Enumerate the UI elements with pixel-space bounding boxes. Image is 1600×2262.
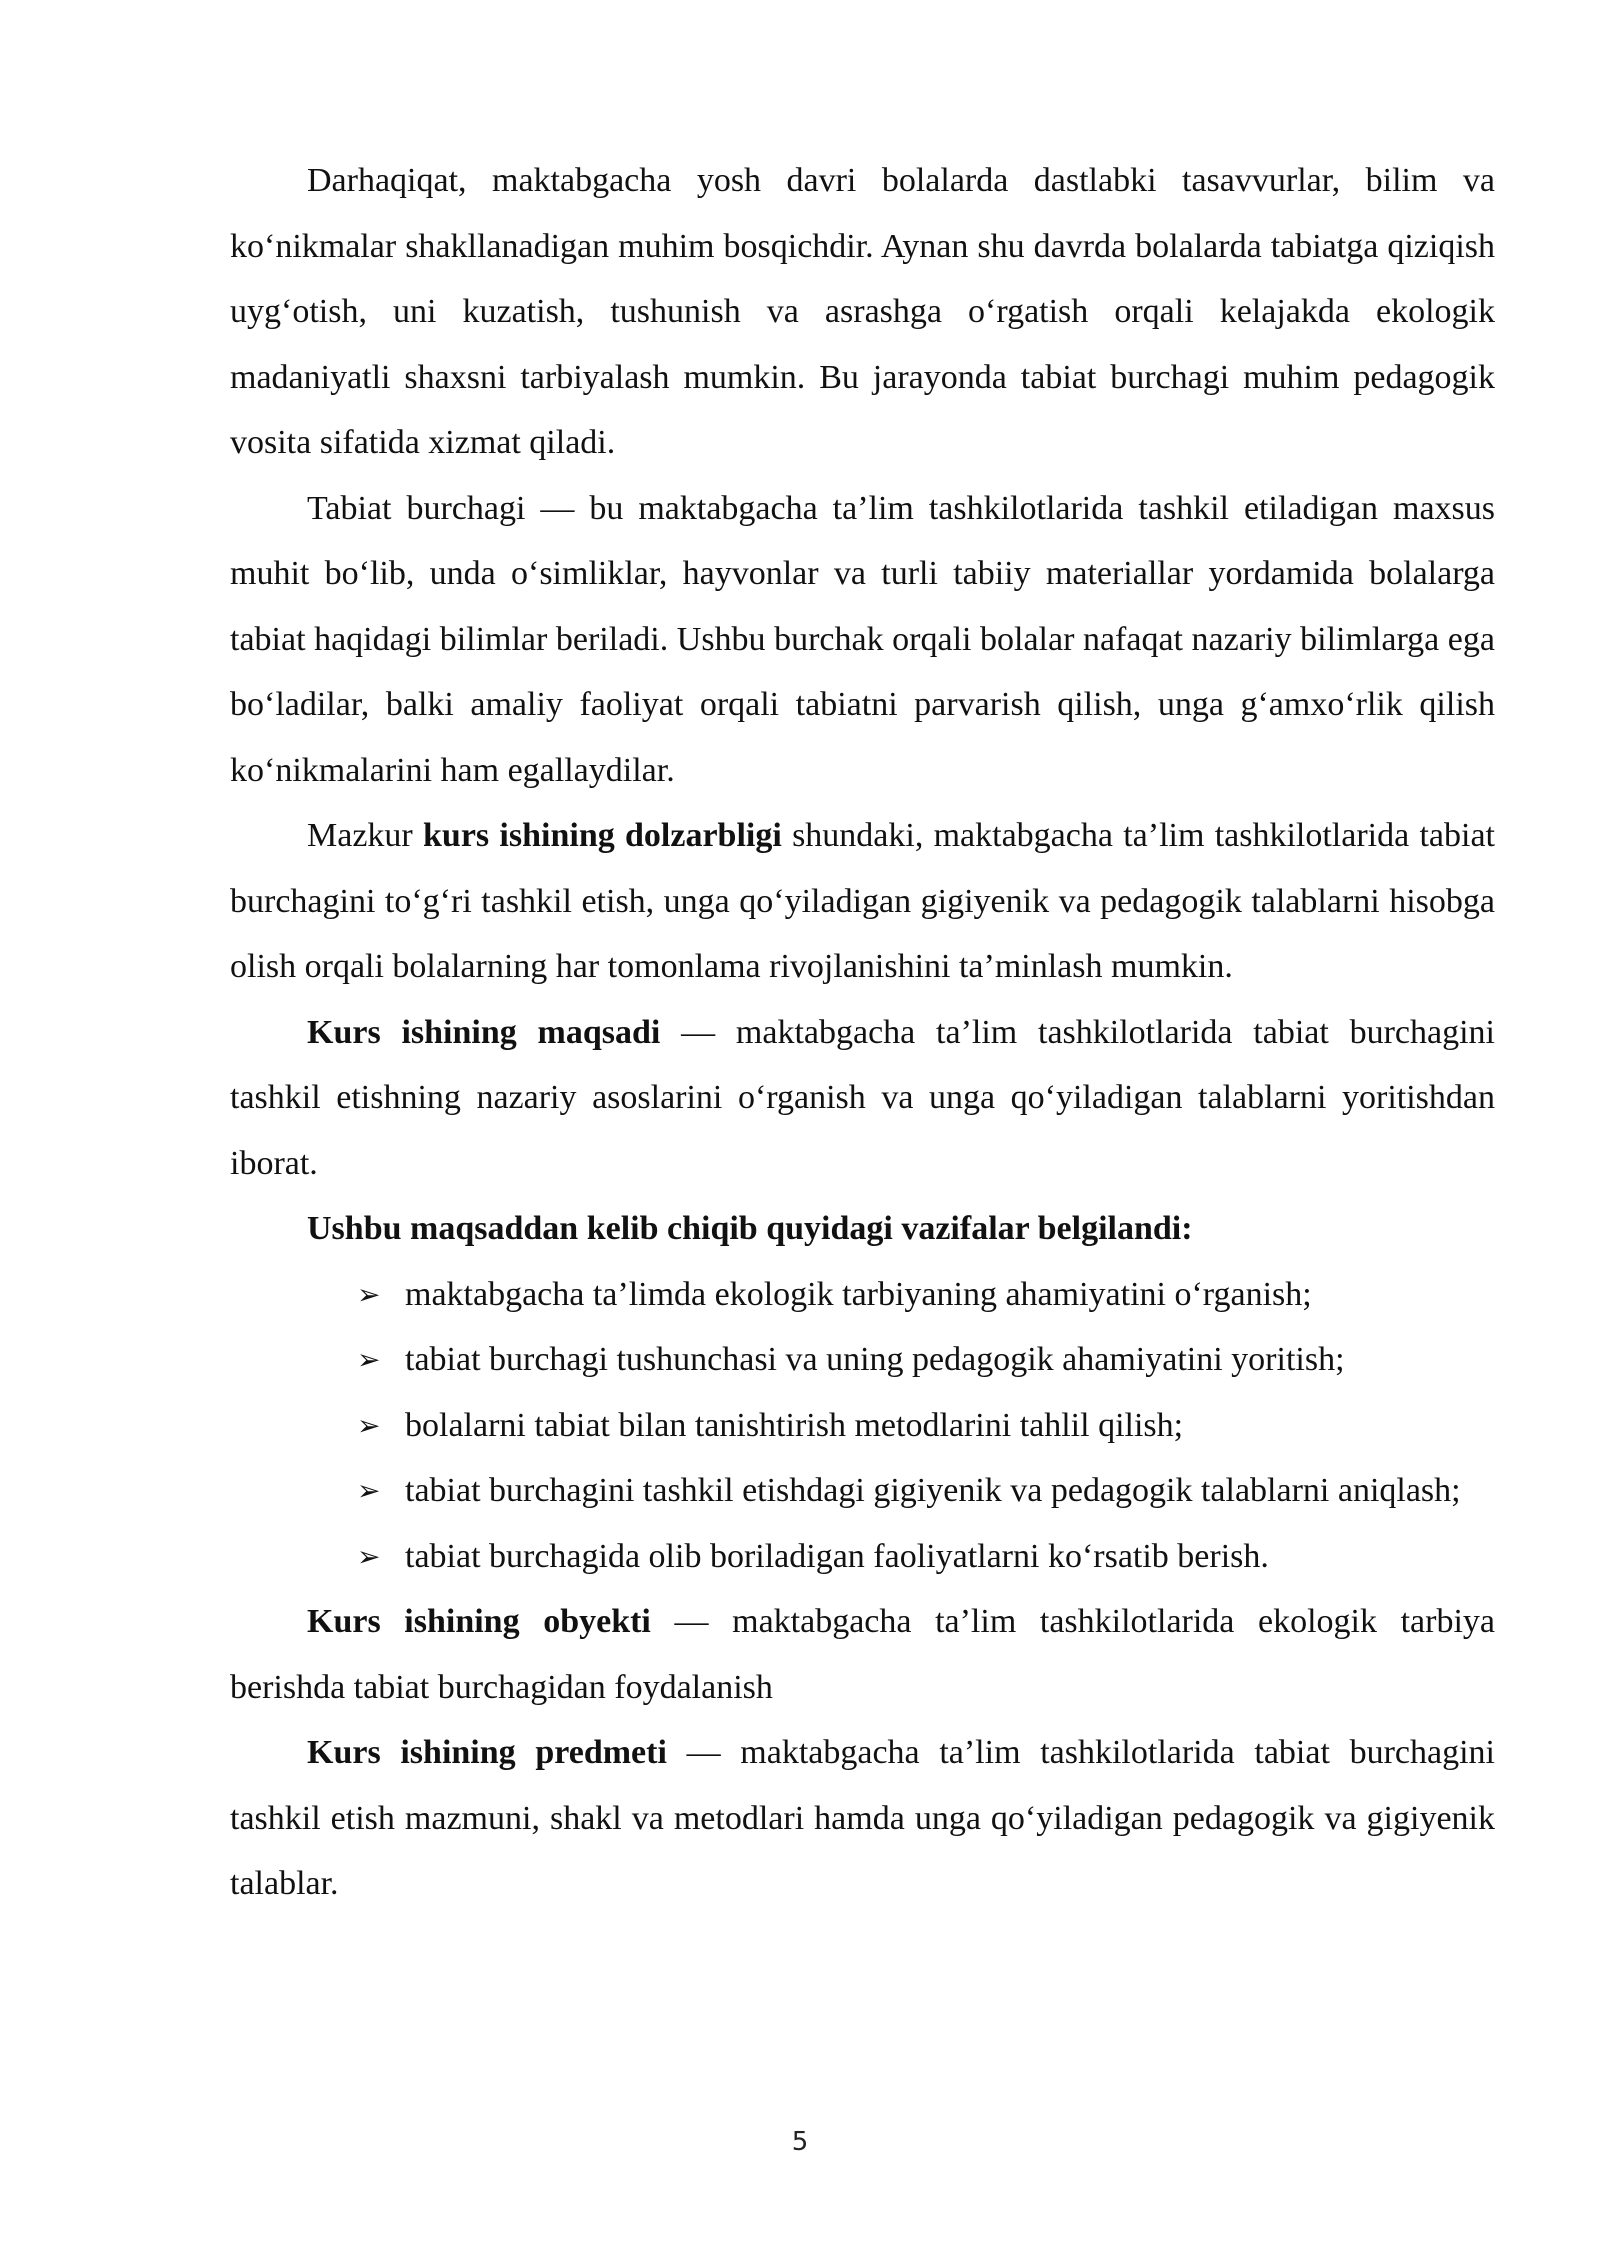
term-dolzarbligi: kurs ishining dolzarbligi	[423, 817, 782, 854]
term-maqsadi: Kurs ishining maqsadi	[307, 1013, 661, 1051]
list-item	[357, 1458, 1495, 1524]
paragraph-obyekti-text: — maktabgacha ta’lim tashkilotlarida ekologik tarbiya berishda tabiat burchagidan foydalanish	[230, 1603, 1495, 1706]
task-text: tabiat burchagini tashkil etishdagi gigiyenik va pedagogik talablarni aniqlash;	[405, 1472, 1461, 1509]
paragraph-predmeti	[230, 1720, 1495, 1917]
task-text: tabiat burchagida olib boriladigan faoliyatlarni ko‘rsatib berish.	[405, 1537, 1269, 1575]
list-item	[357, 1393, 1495, 1459]
page-number: 5	[791, 2127, 809, 2157]
list-item	[357, 1262, 1495, 1328]
document-body	[230, 148, 1495, 1917]
paragraph-maqsadi-text: — maktabgacha ta’lim tashkilotlarida tabiat burchagini tashkil etishning nazariy asoslarini o‘rganish va unga qo‘yiladigan talablarni yoritishdan iborat.	[230, 1013, 1496, 1182]
arrow-bullet-icon: ➢	[357, 1474, 381, 1507]
paragraph-dolzarbligi	[230, 803, 1495, 1000]
task-text: tabiat burchagi tushunchasi va uning pedagogik ahamiyatini yoritish;	[405, 1341, 1345, 1378]
task-text: maktabgacha ta’limda ekologik tarbiyaning ahamiyatini o‘rganish;	[405, 1275, 1312, 1313]
paragraph-tabiat-burchagi: Tabiat burchagi — bu maktabgacha ta’lim tashkilotlarida tashkil etiladigan maxsus muhit bo‘lib, unda o‘simliklar, hayvonlar va turli tabiiy materiallar yordamida bolalarga tabiat haqidagi bilimlar beriladi. Ushbu burchak orqali bolalar nafaqat nazariy bilimlarga ega bo‘ladilar, balki amaliy faoliyat orqali tabiatni parvarish qilish, unga g‘amxo‘rlik qilish ko‘nikmalarini ham egallaydilar.	[230, 489, 1495, 789]
arrow-bullet-icon: ➢	[357, 1277, 381, 1311]
paragraph-obyekti	[230, 1589, 1495, 1720]
paragraph-maqsadi	[230, 1000, 1495, 1197]
tasks-heading: Ushbu maqsaddan kelib chiqib quyidagi vazifalar belgilandi:	[307, 1210, 1193, 1247]
list-item	[357, 1524, 1495, 1590]
arrow-bullet-icon: ➢	[357, 1343, 381, 1376]
paragraph-dolzarbligi-text: shundaki, maktabgacha ta’lim tashkilotlarida tabiat burchagini to‘g‘ri tashkil etish, unga qo‘yiladigan gigiyenik va pedagogik talablarni hisobga olish orqali bolalarning har tomonlama rivojlanishini ta’minlash mumkin.	[230, 817, 1495, 985]
list-item	[357, 1327, 1495, 1393]
paragraph-predmeti-text: — maktabgacha ta’lim tashkilotlarida tabiat burchagini tashkil etish mazmuni, shakl va metodlari hamda unga qo‘yiladigan pedagogik va gigiyenik talablar.	[230, 1734, 1496, 1902]
term-obyekti: Kurs ishining obyekti	[307, 1603, 651, 1640]
paragraph-intro: Darhaqiqat, maktabgacha yosh davri bolalarda dastlabki tasavvurlar, bilim va ko‘nikmalar shakllanadigan muhim bosqichdir. Aynan shu davrda bolalarda tabiatga qiziqish uyg‘otish, uni kuzatish, tushunish va asrashga o‘rgatish orqali kelajakda ekologik madaniyatli shaxsni tarbiyalash mumkin. Bu jarayonda tabiat burchagi muhim pedagogik vosita sifatida xizmat qiladi.	[230, 162, 1495, 461]
term-predmeti: Kurs ishining predmeti	[307, 1734, 667, 1771]
arrow-bullet-icon: ➢	[357, 1408, 381, 1442]
task-text: bolalarni tabiat bilan tanishtirish metodlarini tahlil qilish;	[405, 1406, 1184, 1444]
arrow-bullet-icon: ➢	[357, 1539, 381, 1573]
tasks-list	[230, 1262, 1495, 1590]
paragraph-dolzarbligi-pre: Mazkur	[307, 817, 424, 854]
